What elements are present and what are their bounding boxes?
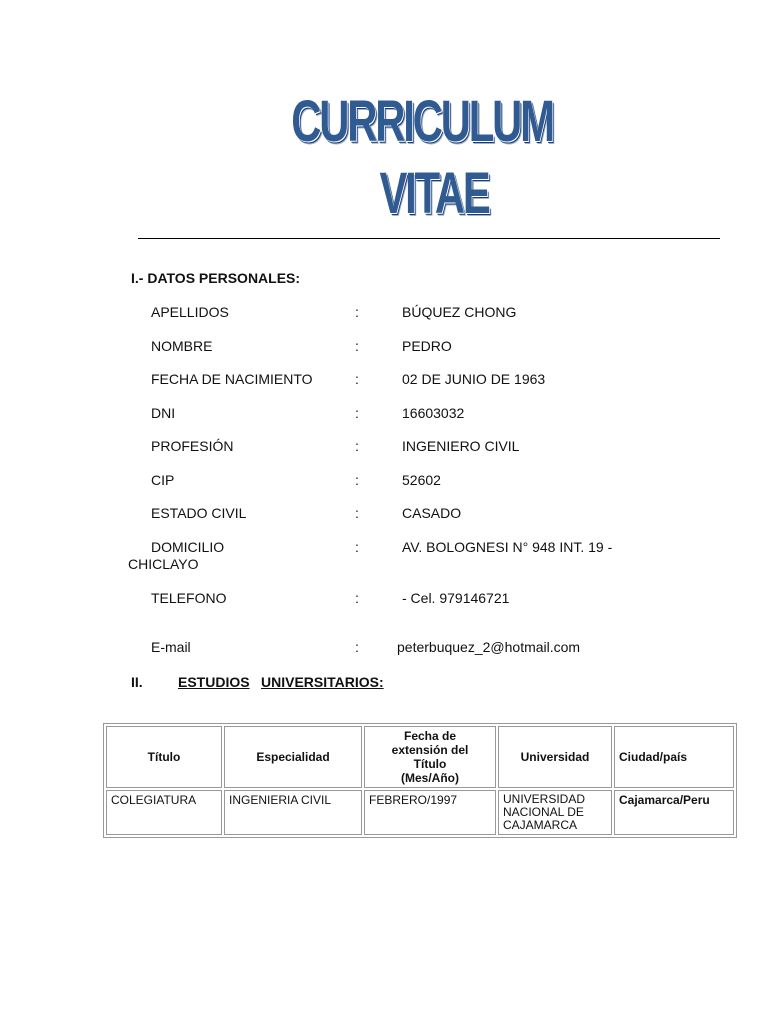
field-value: BÚQUEZ CHONG xyxy=(402,304,517,320)
section-heading-personal: I.- DATOS PERSONALES: xyxy=(131,270,301,286)
header-cell-especialidad: Especialidad xyxy=(224,726,362,788)
field-value: 02 DE JUNIO DE 1963 xyxy=(402,371,546,387)
header-fecha-line: (Mes/Año) xyxy=(401,771,459,785)
cell-fecha: FEBRERO/1997 xyxy=(364,790,496,835)
header-fecha-line: Título xyxy=(413,757,447,771)
field-label: ESTADO CIVIL xyxy=(151,505,247,521)
section-number: II. xyxy=(131,674,143,690)
cell-titulo: COLEGIATURA xyxy=(106,790,222,835)
field-label: FECHA DE NACIMIENTO xyxy=(151,371,313,387)
header-cell-fecha xyxy=(364,726,496,788)
field-colon: : xyxy=(355,539,359,555)
field-value: 52602 xyxy=(402,472,441,488)
cell-universidad-line: NACIONAL DE xyxy=(503,805,584,819)
field-colon: : xyxy=(355,590,359,606)
field-value: - Cel. 979146721 xyxy=(402,590,510,606)
field-label: CIP xyxy=(151,472,175,488)
header-cell-universidad: Universidad xyxy=(498,726,612,788)
table-header-row xyxy=(106,726,734,788)
cell-especialidad: INGENIERIA CIVIL xyxy=(224,790,362,835)
field-colon: : xyxy=(355,338,359,354)
header-fecha-line: Fecha de xyxy=(403,729,457,743)
field-colon: : xyxy=(355,304,359,320)
field-label: TELEFONO xyxy=(151,590,227,606)
section-title-part2: UNIVERSITARIOS: xyxy=(261,674,384,690)
field-colon: : xyxy=(355,405,359,421)
field-value: 16603032 xyxy=(402,405,465,421)
field-colon: : xyxy=(355,472,359,488)
cv-title-line2: VITAE xyxy=(379,161,489,226)
field-value: CASADO xyxy=(402,505,462,521)
cell-universidad xyxy=(498,790,612,835)
field-colon: : xyxy=(355,505,359,521)
field-label: APELLIDOS xyxy=(151,304,229,320)
cv-title-line1: CURRICULUM xyxy=(291,89,553,154)
field-colon: : xyxy=(355,639,359,655)
field-label: E-mail xyxy=(151,639,191,655)
header-cell-ciudad: Ciudad/país xyxy=(614,726,734,788)
header-fecha-line: extensión del xyxy=(391,743,469,757)
studies-table xyxy=(103,723,737,838)
field-label: DNI xyxy=(151,405,176,421)
section-title-part1: ESTUDIOS xyxy=(178,674,250,690)
field-colon: : xyxy=(355,371,359,387)
field-label: DOMICILIO xyxy=(151,539,225,555)
field-colon: : xyxy=(355,438,359,454)
header-cell-titulo: Título xyxy=(106,726,222,788)
field-value: PEDRO xyxy=(402,338,452,354)
field-value: AV. BOLOGNESI N° 948 INT. 19 - xyxy=(402,539,613,555)
email-value: peterbuquez_2@hotmail.com xyxy=(397,639,581,655)
field-label: PROFESIÓN xyxy=(151,438,234,454)
cell-universidad-line: UNIVERSIDAD xyxy=(503,792,586,806)
field-value-continuation: CHICLAYO xyxy=(128,556,199,572)
cell-ciudad: Cajamarca/Peru xyxy=(614,790,734,835)
table-row xyxy=(106,790,734,835)
header-divider xyxy=(138,238,720,239)
field-label: NOMBRE xyxy=(151,338,213,354)
field-value: INGENIERO CIVIL xyxy=(402,438,520,454)
cell-universidad-line: CAJAMARCA xyxy=(503,818,578,832)
